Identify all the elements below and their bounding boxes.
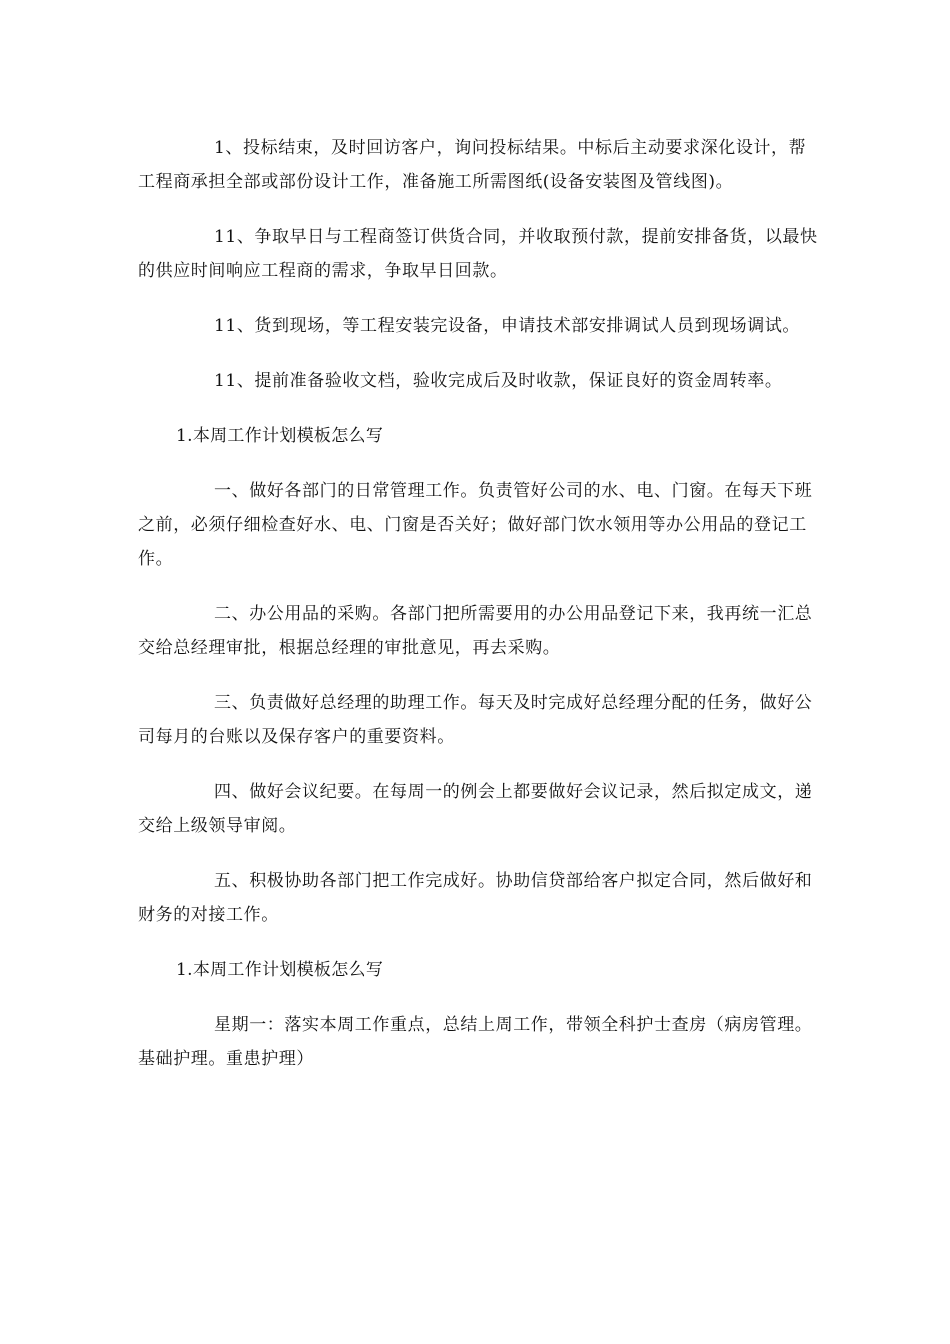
paragraph-acceptance: 11、提前准备验收文档，验收完成后及时收款，保证良好的资金周转率。: [214, 371, 783, 391]
section-heading: 1.本周工作计划模板怎么写: [176, 426, 384, 446]
paragraph-bid-followup: 1、投标结束，及时回访客户，询问投标结果。中标后主动要求深化设计，帮工程商承担全部或部份设计工作，准备施工所需图纸(设备安装图及管线图)。: [138, 138, 807, 192]
paragraph-assist-departments: 五、积极协助各部门把工作完成好。协助信贷部给客户拟定合同，然后做好和财务的对接工作。: [138, 871, 813, 925]
paragraph-assistant-work: 三、负责做好总经理的助理工作。每天及时完成好总经理分配的任务，做好公司每月的台账以及保存客户的重要资料。: [138, 693, 813, 747]
paragraph-monday: 星期一：落实本周工作重点，总结上周工作，带领全科护士查房（病房管理。基础护理。重患护理）: [138, 1015, 813, 1069]
paragraph-supply-contract: 11、争取早日与工程商签订供货合同，并收取预付款，提前安排备货，以最快的供应时间响应工程商的需求，争取早日回款。: [138, 227, 818, 281]
document-body: [138, 131, 818, 1097]
paragraph-daily-management: 一、做好各部门的日常管理工作。负责管好公司的水、电、门窗。在每天下班之前，必须仔细检查好水、电、门窗是否关好；做好部门饮水领用等办公用品的登记工作。: [138, 481, 813, 569]
section-heading: 1.本周工作计划模板怎么写: [176, 960, 384, 980]
paragraph-meeting-minutes: 四、做好会议纪要。在每周一的例会上都要做好会议记录，然后拟定成文，递交给上级领导审阅。: [138, 782, 813, 836]
paragraph-office-purchase: 二、办公用品的采购。各部门把所需要用的办公用品登记下来，我再统一汇总交给总经理审批，根据总经理的审批意见，再去采购。: [138, 604, 813, 658]
paragraph-delivery-debug: 11、货到现场，等工程安装完设备，申请技术部安排调试人员到现场调试。: [214, 316, 801, 336]
